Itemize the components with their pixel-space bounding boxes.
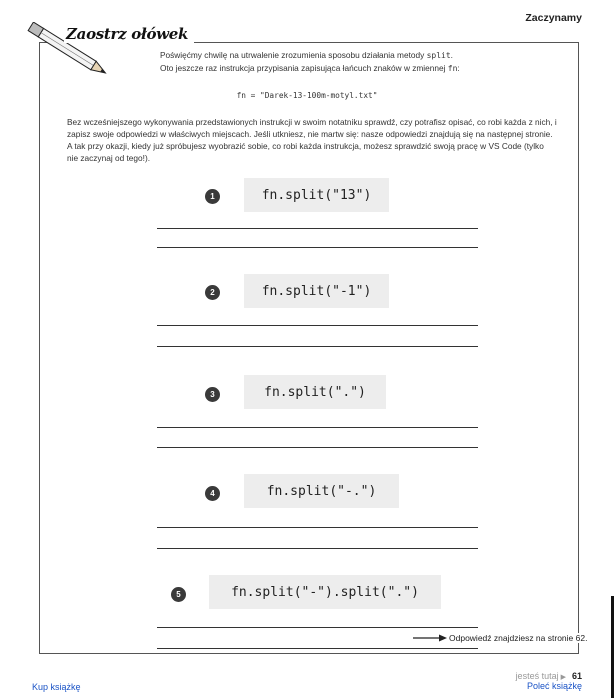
- page-number: 61: [571, 671, 582, 681]
- intro-line1-end: .: [450, 50, 453, 60]
- sharpen-pencil-title: Zaostrz ołówek: [64, 25, 194, 43]
- exercise-code-box: fn.split("."): [244, 375, 386, 409]
- page-footer: [516, 671, 582, 691]
- answer-line[interactable]: [157, 627, 478, 628]
- intro-line2-end: :: [457, 63, 460, 73]
- exercise-code-box: fn.split("-."): [244, 474, 399, 508]
- arrow-right-icon: [413, 634, 447, 642]
- exercise-number: 1: [205, 189, 220, 204]
- answer-line[interactable]: [157, 228, 478, 229]
- answer-line[interactable]: [157, 548, 478, 549]
- exercise-number: 4: [205, 486, 220, 501]
- answer-reference-text: Odpowiedź znajdziesz na stronie 62.: [449, 633, 588, 643]
- buy-book-link[interactable]: Kup książkę: [32, 682, 81, 692]
- intro-line2: Oto jeszcze raz instrukcja przypisania zapisująca łańcuch znaków w zmiennej: [160, 63, 448, 73]
- exercise-code-box: fn.split("13"): [244, 178, 389, 212]
- intro-code-fn: fn: [447, 64, 458, 73]
- triangle-right-icon: ▶: [560, 674, 566, 681]
- intro-line1: Poświęćmy chwilę na utrwalenie zrozumienia sposobu działania metody: [160, 50, 427, 60]
- exercise-number: 2: [205, 285, 220, 300]
- chapter-title: Zaczynamy: [525, 12, 582, 24]
- answer-line[interactable]: [157, 527, 478, 528]
- intro-code-split: split: [426, 51, 451, 60]
- assignment-code: fn = "Darek-13-100m-motyl.txt": [236, 91, 378, 100]
- instructions-paragraph: Bez wcześniejszego wykonywania przedstawionych instrukcji w swoim notatniku sprawdź, czy potrafisz opisać, co robi każda z nich, i zapisz swoje odpowiedzi w właściwych miejscach. Jeśli utkniesz, nie martw się: nasze odpowiedzi znajdują się na następnej stronie. A tak przy okazji, kiedy już spróbujesz wyobrazić sobie, co robi każda instrukcja, możesz sprawdzić swoją pracę w VS Code (tylko nie zaczynaj od tego!).: [67, 117, 557, 163]
- exercise-number: 3: [205, 387, 220, 402]
- intro-text: [160, 49, 560, 75]
- answer-line[interactable]: [157, 346, 478, 347]
- answer-line[interactable]: [157, 648, 478, 649]
- you-are-here-label: jesteś tutaj: [515, 671, 559, 681]
- answer-line[interactable]: [157, 427, 478, 428]
- exercise-code-box: fn.split("-1"): [244, 274, 389, 308]
- exercise-code-box: fn.split("-").split("."): [209, 575, 441, 609]
- exercise-number: 5: [171, 587, 186, 602]
- answer-line[interactable]: [157, 325, 478, 326]
- answer-line[interactable]: [157, 447, 478, 448]
- answer-reference: [410, 633, 590, 643]
- answer-line[interactable]: [157, 247, 478, 248]
- recommend-book-link[interactable]: Poleć książkę: [526, 681, 582, 691]
